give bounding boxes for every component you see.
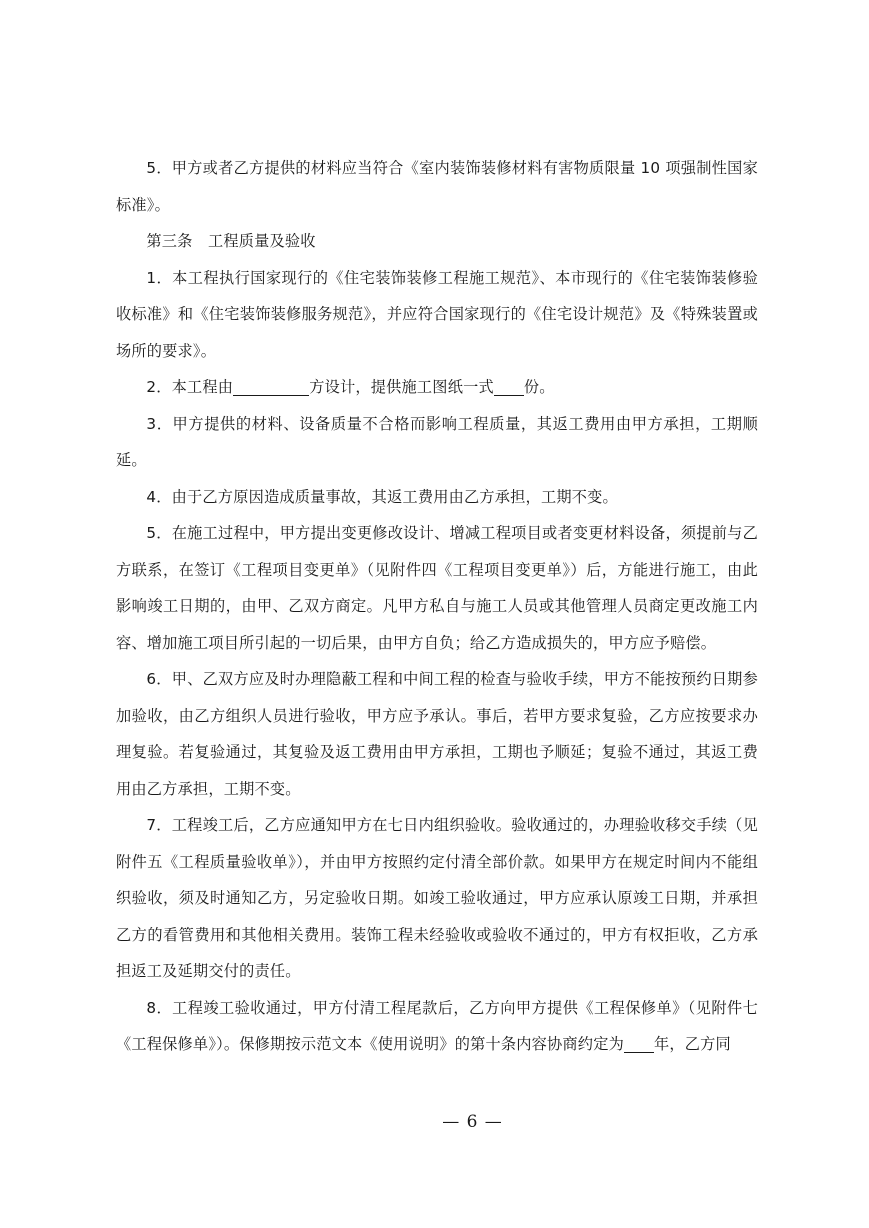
clause-2-text-c: 份。 xyxy=(523,378,555,396)
paragraph-clause-6: 6．甲、乙双方应及时办理隐蔽工程和中间工程的检查与验收手续，甲方不能按预约日期参加验收，由乙方组织人员进行验收，甲方应予承认。事后，若甲方要求复验，乙方应按要求办理复验。若复验通过，其复验及返工费用由甲方承担，工期也予顺延；复验不通过，其返工费用由乙方承担，工期不变。 xyxy=(116,670,758,798)
paragraph-clause-3: 3．甲方提供的材料、设备质量不合格而影响工程质量，其返工费用由甲方承担，工期顺延。 xyxy=(116,414,758,469)
clause-8-text-b: 年，乙方同 xyxy=(653,1035,731,1053)
warranty-years-blank xyxy=(624,1051,654,1053)
designer-blank xyxy=(233,394,309,396)
paragraph-clause-8 xyxy=(116,990,758,1063)
section-heading: 第三条 工程质量及验收 xyxy=(146,232,316,250)
paragraph-clause-1: 1．本工程执行国家现行的《住宅装饰装修工程施工规范》、本市现行的《住宅装饰装修验收标准》和《住宅装饰装修服务规范》，并应符合国家现行的《住宅设计规范》及《特殊装置或场所的要求》。 xyxy=(116,268,758,360)
paragraph-clause-4: 4．由于乙方原因造成质量事故，其返工费用由乙方承担，工期不变。 xyxy=(146,487,618,506)
paragraph-clause-5: 5．在施工过程中，甲方提出变更修改设计、增减工程项目或者变更材料设备，须提前与乙方联系，在签订《工程项目变更单》（见附件四《工程项目变更单》）后，方能进行施工，由此影响竣工日期的，由甲、乙双方商定。凡甲方私自与施工人员或其他管理人员商定更改施工内容、增加施工项目所引起的一切后果，由甲方自负；给乙方造成损失的，甲方应予赔偿。 xyxy=(116,524,758,652)
clause-8-text-a: 8．工程竣工验收通过，甲方付清工程尾款后，乙方向甲方提供《工程保修单》（见附件七《工程保修单》）。保修期按示范文本《使用说明》的第十条内容协商约定为 xyxy=(116,998,758,1053)
document-body xyxy=(116,150,758,1063)
paragraph-clause-2 xyxy=(116,369,758,406)
paragraph-material-standard: 5．甲方或者乙方提供的材料应当符合《室内装饰装修材料有害物质限量 10 项强制性国家标准》。 xyxy=(116,159,758,214)
page-number: — 6 — xyxy=(442,1112,503,1132)
copies-blank xyxy=(494,394,524,396)
clause-2-text-a: 2．本工程由 xyxy=(146,378,234,396)
paragraph-clause-7: 7．工程竣工后，乙方应通知甲方在七日内组织验收。验收通过的，办理验收移交手续（见附件五《工程质量验收单》），并由甲方按照约定付清全部价款。如果甲方在规定时间内不能组织验收，须及时通知乙方，另定验收日期。如竣工验收通过，甲方应承认原竣工日期，并承担乙方的看管费用和其他相关费用。装饰工程未经验收或验收不通过的，甲方有权拒收，乙方承担返工及延期交付的责任。 xyxy=(116,816,758,980)
clause-2-text-b: 方设计，提供施工图纸一式 xyxy=(309,378,494,396)
